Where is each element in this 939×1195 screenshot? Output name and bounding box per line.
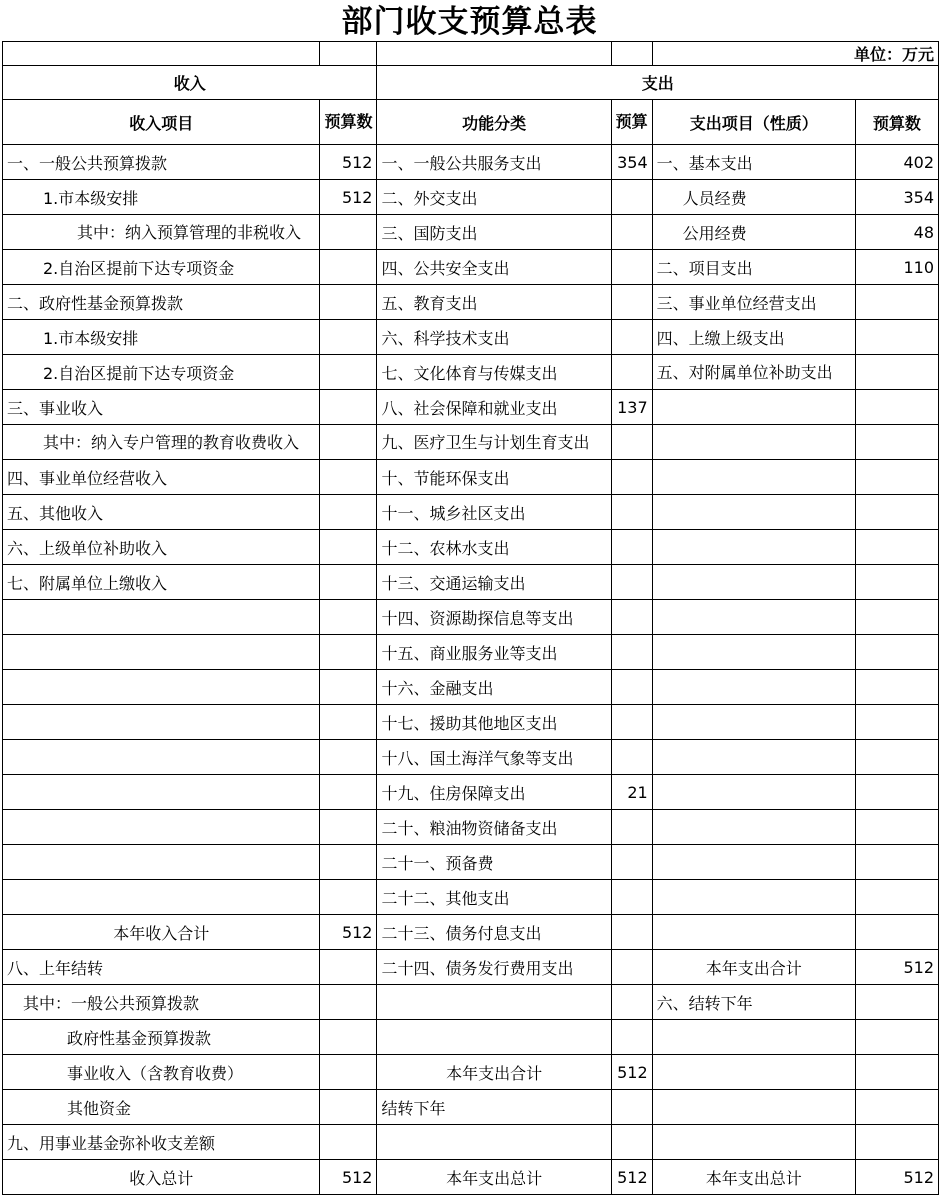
- income-budget-header: 预算数: [320, 100, 377, 145]
- table-row: [3, 1160, 939, 1195]
- function-class-cell: 二十一、预备费: [377, 845, 611, 880]
- income-section-header: 收入: [3, 66, 377, 100]
- function-budget-cell: [611, 215, 652, 250]
- expense-budget-cell: [855, 425, 938, 460]
- expense-item-cell: [652, 390, 855, 425]
- income-item-cell: [3, 880, 320, 915]
- income-item-cell: 九、用事业基金弥补收支差额: [3, 1125, 320, 1160]
- function-class-cell: 八、社会保障和就业支出: [377, 390, 611, 425]
- table-row: [3, 635, 939, 670]
- income-item-cell: 二、政府性基金预算拨款: [3, 285, 320, 320]
- expense-budget-cell: [855, 915, 938, 950]
- income-item-cell: [3, 775, 320, 810]
- income-budget-cell: 512: [320, 145, 377, 180]
- table-row: [3, 495, 939, 530]
- expense-budget-cell: [855, 390, 938, 425]
- expense-item-cell: [652, 530, 855, 565]
- table-row: [3, 600, 939, 635]
- expense-item-cell: 一、基本支出: [652, 145, 855, 180]
- function-class-cell: 十一、城乡社区支出: [377, 495, 611, 530]
- expense-budget-cell: 512: [855, 1160, 938, 1195]
- expense-item-cell: [652, 1090, 855, 1125]
- table-row: [3, 845, 939, 880]
- income-budget-cell: [320, 775, 377, 810]
- function-budget-cell: [611, 915, 652, 950]
- income-budget-cell: [320, 950, 377, 985]
- expense-item-cell: [652, 775, 855, 810]
- expense-budget-cell: [855, 1125, 938, 1160]
- function-budget-cell: 512: [611, 1160, 652, 1195]
- expense-budget-cell: [855, 1090, 938, 1125]
- function-class-cell: 六、科学技术支出: [377, 320, 611, 355]
- income-budget-cell: [320, 635, 377, 670]
- income-item-cell: 其他资金: [3, 1090, 320, 1125]
- table-row: [3, 1125, 939, 1160]
- function-class-cell: 四、公共安全支出: [377, 250, 611, 285]
- income-budget-cell: [320, 845, 377, 880]
- table-row: [3, 425, 939, 460]
- income-budget-cell: [320, 285, 377, 320]
- function-budget-cell: [611, 355, 652, 390]
- function-class-cell: 七、文化体育与传媒支出: [377, 355, 611, 390]
- income-budget-cell: 512: [320, 180, 377, 215]
- expense-item-cell: [652, 460, 855, 495]
- table-row: [3, 985, 939, 1020]
- income-budget-cell: [320, 390, 377, 425]
- expense-item-cell: [652, 600, 855, 635]
- income-item-cell: 本年收入合计: [3, 915, 320, 950]
- table-row: [3, 320, 939, 355]
- function-class-cell: 十四、资源勘探信息等支出: [377, 600, 611, 635]
- table-row: [3, 950, 939, 985]
- expense-item-cell: 六、结转下年: [652, 985, 855, 1020]
- income-item-cell: [3, 705, 320, 740]
- function-budget-cell: [611, 250, 652, 285]
- function-class-cell: 二十三、债务付息支出: [377, 915, 611, 950]
- income-budget-cell: [320, 565, 377, 600]
- expense-budget-cell: [855, 285, 938, 320]
- function-budget-cell: [611, 425, 652, 460]
- expense-item-cell: 五、对附属单位补助支出: [652, 355, 855, 390]
- expense-budget-cell: 354: [855, 180, 938, 215]
- expense-item-cell: [652, 845, 855, 880]
- table-row: [3, 390, 939, 425]
- income-item-cell: [3, 670, 320, 705]
- income-item-cell: 1.市本级安排: [3, 320, 320, 355]
- function-budget-cell: [611, 460, 652, 495]
- function-budget-header: 预算: [611, 100, 652, 145]
- income-item-cell: [3, 600, 320, 635]
- income-budget-cell: [320, 425, 377, 460]
- income-item-cell: 2.自治区提前下达专项资金: [3, 355, 320, 390]
- expense-item-cell: [652, 1055, 855, 1090]
- expense-item-cell: 四、上缴上级支出: [652, 320, 855, 355]
- income-item-cell: 2.自治区提前下达专项资金: [3, 250, 320, 285]
- expense-item-cell: 三、事业单位经营支出: [652, 285, 855, 320]
- expense-budget-cell: [855, 1055, 938, 1090]
- function-budget-cell: [611, 950, 652, 985]
- expense-item-cell: 本年支出合计: [652, 950, 855, 985]
- expense-budget-cell: [855, 810, 938, 845]
- expense-item-cell: [652, 705, 855, 740]
- expense-budget-cell: [855, 670, 938, 705]
- function-class-cell: 结转下年: [377, 1090, 611, 1125]
- function-class-cell: 本年支出总计: [377, 1160, 611, 1195]
- function-budget-cell: [611, 1090, 652, 1125]
- expense-budget-cell: [855, 705, 938, 740]
- income-item-cell: [3, 635, 320, 670]
- table-row: [3, 880, 939, 915]
- expense-budget-cell: [855, 600, 938, 635]
- expense-item-cell: [652, 1020, 855, 1055]
- function-class-cell: 十五、商业服务业等支出: [377, 635, 611, 670]
- expense-item-cell: [652, 495, 855, 530]
- function-budget-cell: [611, 1125, 652, 1160]
- income-item-cell: 收入总计: [3, 1160, 320, 1195]
- function-class-cell: 二十二、其他支出: [377, 880, 611, 915]
- function-budget-cell: [611, 320, 652, 355]
- function-class-cell: [377, 1020, 611, 1055]
- function-budget-cell: [611, 880, 652, 915]
- income-item-cell: 一、一般公共预算拨款: [3, 145, 320, 180]
- expense-item-cell: [652, 670, 855, 705]
- table-row: [3, 1090, 939, 1125]
- income-budget-cell: [320, 1020, 377, 1055]
- table-row: [3, 740, 939, 775]
- function-budget-cell: [611, 1020, 652, 1055]
- income-item-cell: 事业收入（含教育收费）: [3, 1055, 320, 1090]
- function-class-cell: 十三、交通运输支出: [377, 565, 611, 600]
- income-budget-cell: [320, 1125, 377, 1160]
- table-row: [3, 145, 939, 180]
- expense-item-cell: [652, 915, 855, 950]
- expense-budget-cell: [855, 845, 938, 880]
- table-row: [3, 670, 939, 705]
- function-budget-cell: [611, 705, 652, 740]
- income-budget-cell: [320, 530, 377, 565]
- income-item-cell: [3, 810, 320, 845]
- expense-item-header: 支出项目（性质）: [652, 100, 855, 145]
- income-budget-cell: [320, 740, 377, 775]
- income-budget-cell: [320, 495, 377, 530]
- function-budget-cell: [611, 530, 652, 565]
- table-row: [3, 180, 939, 215]
- function-budget-cell: [611, 740, 652, 775]
- column-header-row: [3, 100, 939, 145]
- income-budget-cell: [320, 985, 377, 1020]
- function-class-cell: 一、一般公共服务支出: [377, 145, 611, 180]
- expense-budget-cell: [855, 460, 938, 495]
- function-class-cell: 二十、粮油物资储备支出: [377, 810, 611, 845]
- income-budget-cell: [320, 355, 377, 390]
- function-budget-cell: [611, 845, 652, 880]
- function-class-cell: 二十四、债务发行费用支出: [377, 950, 611, 985]
- function-class-cell: [377, 1125, 611, 1160]
- section-header-row: [3, 66, 939, 100]
- income-item-cell: 三、事业收入: [3, 390, 320, 425]
- income-budget-cell: [320, 810, 377, 845]
- expense-budget-cell: 402: [855, 145, 938, 180]
- income-budget-cell: [320, 215, 377, 250]
- income-item-cell: [3, 740, 320, 775]
- expense-budget-cell: [855, 565, 938, 600]
- income-budget-cell: [320, 880, 377, 915]
- income-item-cell: 1.市本级安排: [3, 180, 320, 215]
- function-budget-cell: [611, 180, 652, 215]
- function-budget-cell: [611, 635, 652, 670]
- expense-budget-cell: [855, 355, 938, 390]
- expense-budget-cell: [855, 985, 938, 1020]
- function-class-cell: 十七、援助其他地区支出: [377, 705, 611, 740]
- table-row: [3, 1055, 939, 1090]
- expense-item-cell: 公用经费: [652, 215, 855, 250]
- function-class-cell: 三、国防支出: [377, 215, 611, 250]
- income-item-cell: 五、其他收入: [3, 495, 320, 530]
- function-budget-cell: [611, 495, 652, 530]
- income-item-cell: 八、上年结转: [3, 950, 320, 985]
- function-class-cell: 五、教育支出: [377, 285, 611, 320]
- expense-item-cell: 本年支出总计: [652, 1160, 855, 1195]
- function-class-cell: 十、节能环保支出: [377, 460, 611, 495]
- function-budget-cell: 512: [611, 1055, 652, 1090]
- table-row: [3, 460, 939, 495]
- function-class-cell: 十六、金融支出: [377, 670, 611, 705]
- table-row: [3, 705, 939, 740]
- table-row: [3, 250, 939, 285]
- table-row: [3, 355, 939, 390]
- expense-item-cell: [652, 810, 855, 845]
- expense-budget-cell: 512: [855, 950, 938, 985]
- expense-item-cell: 人员经费: [652, 180, 855, 215]
- income-budget-cell: [320, 250, 377, 285]
- function-budget-cell: [611, 285, 652, 320]
- expense-budget-cell: [855, 740, 938, 775]
- income-budget-cell: [320, 460, 377, 495]
- income-item-cell: 其中：纳入专户管理的教育收费收入: [3, 425, 320, 460]
- expense-item-cell: 二、项目支出: [652, 250, 855, 285]
- expense-item-cell: [652, 1125, 855, 1160]
- income-item-cell: 七、附属单位上缴收入: [3, 565, 320, 600]
- unit-spacer-row: [3, 42, 939, 66]
- expense-budget-cell: [855, 495, 938, 530]
- expense-budget-cell: [855, 530, 938, 565]
- function-class-cell: 本年支出合计: [377, 1055, 611, 1090]
- function-class-cell: 九、医疗卫生与计划生育支出: [377, 425, 611, 460]
- unit-label: 单位：万元: [652, 42, 938, 66]
- expense-budget-cell: [855, 1020, 938, 1055]
- table-row: [3, 775, 939, 810]
- income-budget-cell: [320, 600, 377, 635]
- function-budget-cell: 137: [611, 390, 652, 425]
- expense-budget-cell: [855, 635, 938, 670]
- income-item-cell: 政府性基金预算拨款: [3, 1020, 320, 1055]
- income-item-cell: [3, 845, 320, 880]
- expense-item-cell: [652, 565, 855, 600]
- expense-item-cell: [652, 880, 855, 915]
- function-budget-cell: [611, 985, 652, 1020]
- table-row: [3, 530, 939, 565]
- function-budget-cell: 354: [611, 145, 652, 180]
- function-budget-cell: 21: [611, 775, 652, 810]
- income-budget-cell: 512: [320, 1160, 377, 1195]
- function-class-cell: [377, 985, 611, 1020]
- expense-budget-cell: [855, 880, 938, 915]
- expense-budget-header: 预算数: [855, 100, 938, 145]
- page-title: 部门收支预算总表: [341, 4, 598, 40]
- expense-item-cell: [652, 425, 855, 460]
- income-budget-cell: 512: [320, 915, 377, 950]
- expense-item-cell: [652, 635, 855, 670]
- income-item-cell: 其中：一般公共预算拨款: [3, 985, 320, 1020]
- income-budget-cell: [320, 1090, 377, 1125]
- table-row: [3, 565, 939, 600]
- function-budget-cell: [611, 670, 652, 705]
- income-item-header: 收入项目: [3, 100, 320, 145]
- income-budget-cell: [320, 320, 377, 355]
- function-class-cell: 十九、住房保障支出: [377, 775, 611, 810]
- income-item-cell: 其中：纳入预算管理的非税收入: [3, 215, 320, 250]
- function-class-cell: 十二、农林水支出: [377, 530, 611, 565]
- expense-budget-cell: [855, 320, 938, 355]
- table-row: [3, 285, 939, 320]
- expense-budget-cell: 110: [855, 250, 938, 285]
- expense-budget-cell: 48: [855, 215, 938, 250]
- expense-item-cell: [652, 740, 855, 775]
- budget-table: [2, 41, 939, 1195]
- function-class-cell: 十八、国土海洋气象等支出: [377, 740, 611, 775]
- expense-section-header: 支出: [377, 66, 939, 100]
- income-item-cell: 六、上级单位补助收入: [3, 530, 320, 565]
- income-budget-cell: [320, 705, 377, 740]
- function-class-header: 功能分类: [377, 100, 611, 145]
- function-budget-cell: [611, 565, 652, 600]
- table-row: [3, 215, 939, 250]
- income-budget-cell: [320, 1055, 377, 1090]
- income-budget-cell: [320, 670, 377, 705]
- function-class-cell: 二、外交支出: [377, 180, 611, 215]
- function-budget-cell: [611, 810, 652, 845]
- table-row: [3, 1020, 939, 1055]
- income-item-cell: 四、事业单位经营收入: [3, 460, 320, 495]
- expense-budget-cell: [855, 775, 938, 810]
- table-row: [3, 810, 939, 845]
- function-budget-cell: [611, 600, 652, 635]
- table-row: [3, 915, 939, 950]
